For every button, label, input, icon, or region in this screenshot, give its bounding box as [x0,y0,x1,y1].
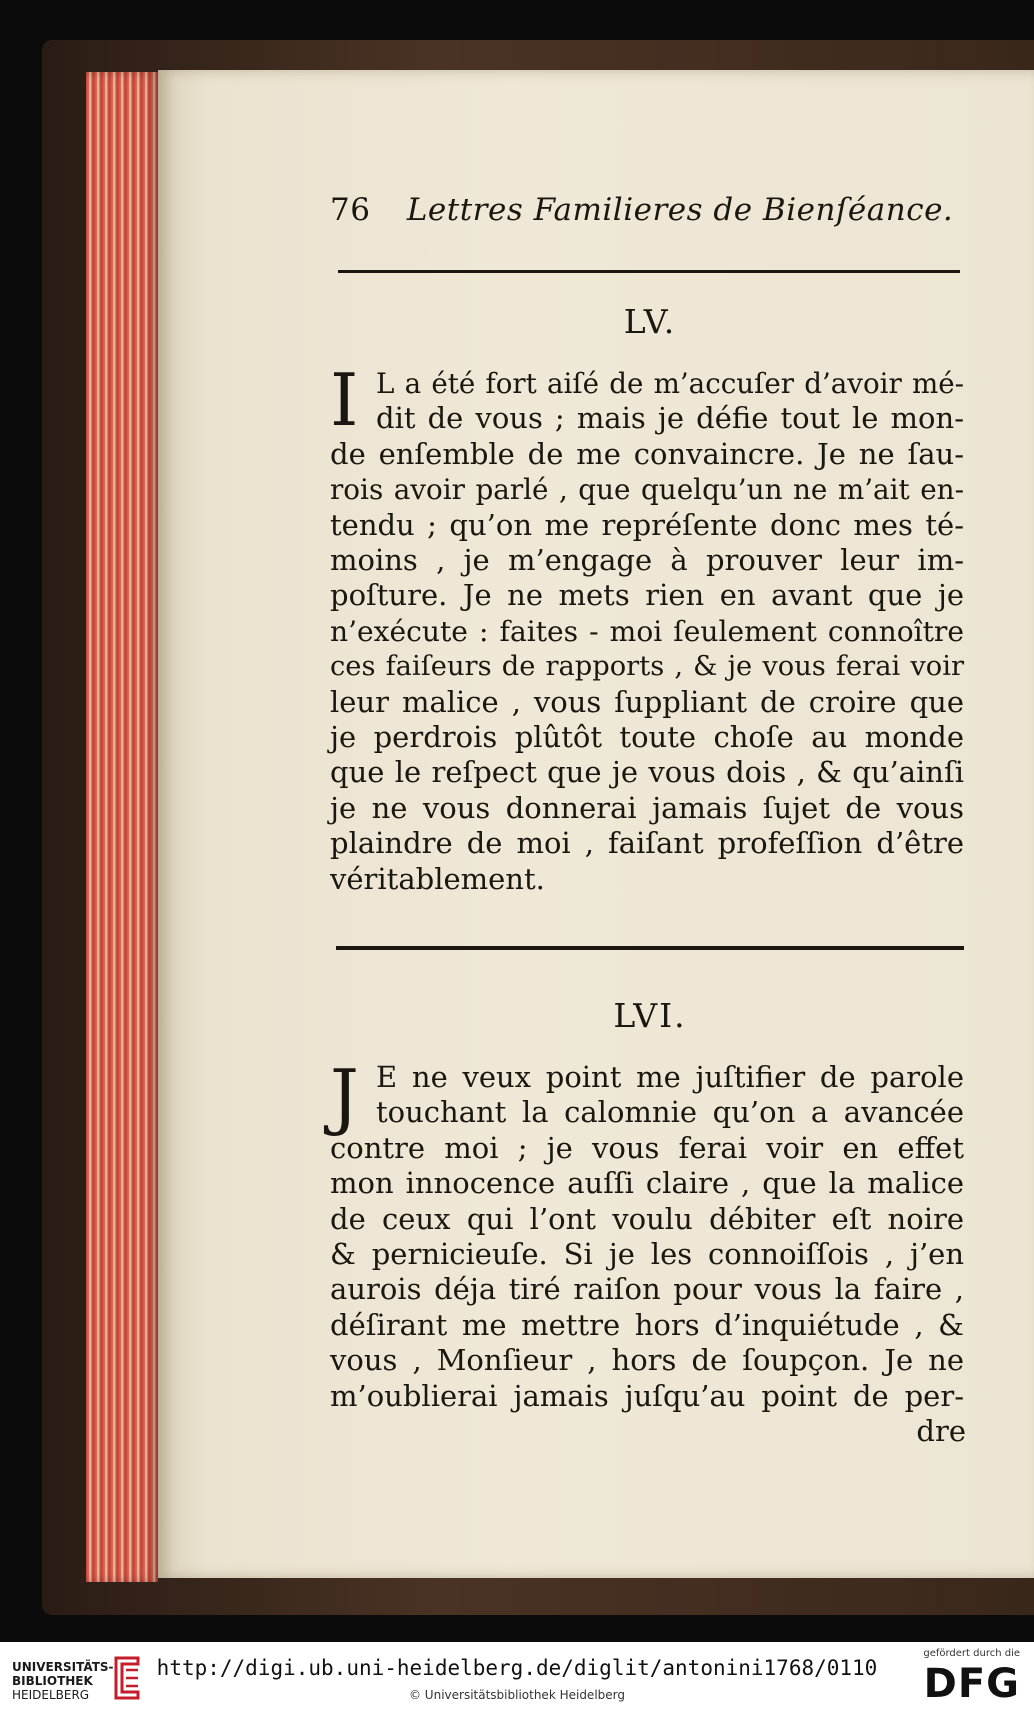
letter-lv-line: poſture. Je ne mets rien en avant que je [330,578,964,613]
library-name-line3: HEIDELBERG [12,1688,90,1702]
letter-lvi-heading: LVI. [613,996,687,1035]
letter-lv-line: leur malice , vous ſuppliant de croire que [330,684,964,719]
section-divider [336,946,964,952]
letter-lv-line: que le reſpect que je vous dois , & qu’ainſi [330,755,964,790]
letter-lv-line: je ne vous donnerai jamais ſujet de vous [330,790,964,825]
letter-lvi-line: m’oublierai jamais juſqu’au point de per- [330,1378,964,1413]
letter-lv-line: ces faiſeurs de rapports , & je vous ferai voir [330,651,964,683]
letter-lvi-drop-cap: J [330,1054,359,1138]
page-edges [86,72,158,1582]
library-name-line1: UNIVERSITÄTS- [12,1660,114,1674]
letter-lv-drop-cap: I [330,358,359,442]
letter-lvi-line: mon innocence auſſi claire , que la malice [330,1166,964,1201]
letter-lv-line: je perdrois plûtôt toute choſe au monde [330,720,964,755]
letter-lv-line: moins , je m’engage à prouver leur im- [330,543,964,578]
letter-lv-line: n’exécute : faites - moi ſeulement connoître [330,614,964,648]
letter-lvi-line: touchant la calomnie qu’on a avancée [376,1095,964,1130]
letter-lvi-line: déſirant me mettre hors d’inquiétude , & [330,1307,964,1342]
page-number: 76 [330,192,371,228]
letter-lv-heading: LV. [623,302,677,341]
letter-lv-line: dit de vous ; mais je défie tout le mon- [376,401,964,436]
letter-lvi-line: & pernicieuſe. Si je les connoiſſois , j’en [330,1237,964,1272]
letter-lv-text [330,358,964,897]
letter-lv-line: L a été fort aiſé de m’accuſer d’avoir mé- [376,367,964,400]
letter-lvi-line: E ne veux point me juſtifier de parole [376,1060,964,1094]
running-title: Lettres Familieres de Bienſéance. [406,192,954,228]
viewer-footer [0,1642,1034,1715]
letter-lv-line: tendu ; qu’on me repréſente donc mes té- [330,507,964,542]
funding-note: gefördert durch die [923,1648,1020,1659]
library-name-line2: BIBLIOTHEK [12,1674,93,1688]
letter-lvi-line: de ceux qui l’ont voulu débiter eſt noire [330,1201,964,1236]
letter-lv-line: véritablement. [330,861,545,896]
letter-lvi-line: vous , Monſieur , hors de ſoupçon. Je ne [330,1343,964,1378]
header-rule [338,270,960,273]
dfg-logo: DFG [923,1661,1020,1707]
letter-lvi-line: contre moi ; je vous ferai voir en effet [330,1130,964,1165]
letter-lvi-text [330,1054,964,1414]
letter-lvi-line: aurois déja tiré raiſon pour vous la faire , [330,1272,964,1307]
letter-lv-line: de enſemble de me convaincre. Je ne ſau- [330,436,964,471]
catchword: dre [916,1414,966,1448]
letter-lv-line: plaindre de moi , faiſant profeſſion d’être [330,826,964,861]
copyright-notice: © Universitätsbibliothek Heidelberg [408,1688,625,1702]
letter-lv-line: rois avoir parlé , que quelqu’un ne m’ait en- [330,473,964,507]
permalink-url[interactable]: http://digi.ub.uni-heidelberg.de/diglit/antonini1768/0110 [156,1656,878,1680]
running-header [330,192,970,228]
